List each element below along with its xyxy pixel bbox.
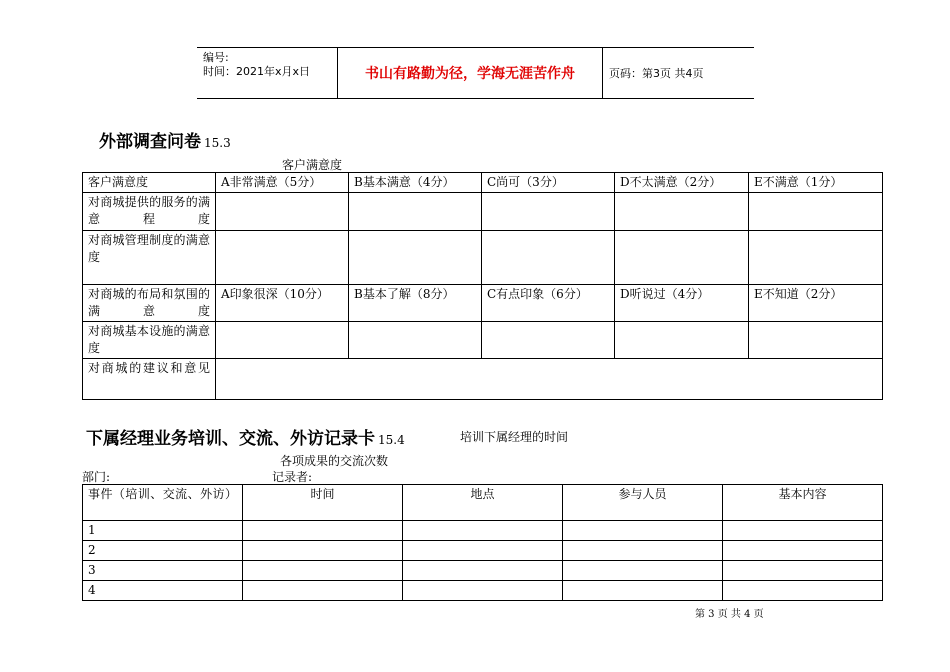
training-code: 15.4 — [378, 433, 405, 447]
row-label: 对商城基本设施的满意度 — [83, 322, 216, 359]
number-label: 编号: — [203, 51, 229, 64]
column-header: 客户满意度 — [83, 173, 216, 193]
training-caption: 各项成果的交流次数 — [280, 454, 389, 468]
column-header: 参与人员 — [563, 485, 723, 521]
table-row — [83, 231, 883, 285]
table-row — [83, 322, 883, 359]
table-cell — [723, 521, 883, 541]
training-header-row — [83, 485, 883, 521]
table-cell — [749, 193, 883, 231]
table-cell — [243, 561, 403, 581]
table-cell — [563, 581, 723, 601]
table-cell — [482, 231, 615, 285]
table-cell — [216, 322, 349, 359]
row-number: 2 — [83, 541, 243, 561]
survey-title: 外部调查问卷 — [99, 132, 201, 152]
column-header: D不太满意（2分） — [615, 173, 749, 193]
training-table — [82, 484, 883, 601]
table-cell: C有点印象（6分） — [482, 285, 615, 322]
table-cell — [563, 561, 723, 581]
table-cell — [403, 521, 563, 541]
row-label: 对商城管理制度的满意度 — [83, 231, 216, 285]
column-header: 地点 — [403, 485, 563, 521]
row-label: 对商城的布局和氛围的满意度 — [83, 285, 216, 322]
column-header: C尚可（3分） — [482, 173, 615, 193]
survey-caption: 客户满意度 — [282, 158, 343, 172]
header-motto: 书山有路勤为径，学海无涯苦作舟 — [365, 66, 575, 82]
training-title: 下属经理业务培训、交流、外访记录卡 — [86, 429, 375, 449]
table-cell — [615, 322, 749, 359]
table-cell — [243, 521, 403, 541]
table-row — [83, 521, 883, 541]
table-cell — [749, 322, 883, 359]
table-row — [83, 561, 883, 581]
table-cell — [723, 541, 883, 561]
table-cell — [349, 322, 482, 359]
header-divider — [337, 48, 338, 98]
table-cell: E不知道（2分） — [749, 285, 883, 322]
header-meta — [203, 51, 310, 79]
time-label: 时间：2021年x月x日 — [203, 65, 311, 78]
table-cell — [243, 581, 403, 601]
table-cell — [482, 193, 615, 231]
table-cell — [749, 231, 883, 285]
training-heading — [86, 424, 405, 449]
table-cell — [615, 193, 749, 231]
row-label: 对商城提供的服务的满意程度 — [83, 193, 216, 231]
column-header: B基本满意（4分） — [349, 173, 482, 193]
table-cell — [216, 359, 883, 400]
survey-header-row — [83, 173, 883, 193]
table-cell — [482, 322, 615, 359]
table-cell — [563, 541, 723, 561]
table-row — [83, 285, 883, 322]
survey-heading — [99, 127, 231, 152]
table-cell: A印象很深（10分） — [216, 285, 349, 322]
table-cell — [349, 231, 482, 285]
row-number: 1 — [83, 521, 243, 541]
department-label: 部门: — [82, 470, 111, 484]
row-number: 3 — [83, 561, 243, 581]
header-divider — [602, 48, 603, 98]
column-header: E不满意（1分） — [749, 173, 883, 193]
page-header — [197, 47, 754, 99]
table-cell — [216, 231, 349, 285]
table-row — [83, 541, 883, 561]
table-cell — [243, 541, 403, 561]
table-cell: D听说过（4分） — [615, 285, 749, 322]
table-cell: B基本了解（8分） — [349, 285, 482, 322]
column-header: A非常满意（5分） — [216, 173, 349, 193]
row-number: 4 — [83, 581, 243, 601]
table-row — [83, 359, 883, 400]
recorder-label: 记录者: — [272, 470, 313, 484]
table-cell — [403, 561, 563, 581]
column-header: 事件（培训、交流、外访） — [83, 485, 243, 521]
training-note: 培训下属经理的时间 — [460, 430, 569, 444]
column-header: 基本内容 — [723, 485, 883, 521]
table-cell — [216, 193, 349, 231]
table-cell — [563, 521, 723, 541]
survey-code: 15.3 — [204, 136, 231, 150]
page-footer: 第 3 页 共 4 页 — [695, 609, 764, 620]
header-page-number: 页码：第3页 共4页 — [609, 67, 704, 80]
table-cell — [403, 541, 563, 561]
table-cell — [403, 581, 563, 601]
table-row — [83, 581, 883, 601]
table-cell — [349, 193, 482, 231]
column-header: 时间 — [243, 485, 403, 521]
table-cell — [615, 231, 749, 285]
survey-table — [82, 172, 883, 400]
table-cell — [723, 561, 883, 581]
table-cell — [723, 581, 883, 601]
row-label: 对商城的建议和意见 — [83, 359, 216, 400]
table-row — [83, 193, 883, 231]
